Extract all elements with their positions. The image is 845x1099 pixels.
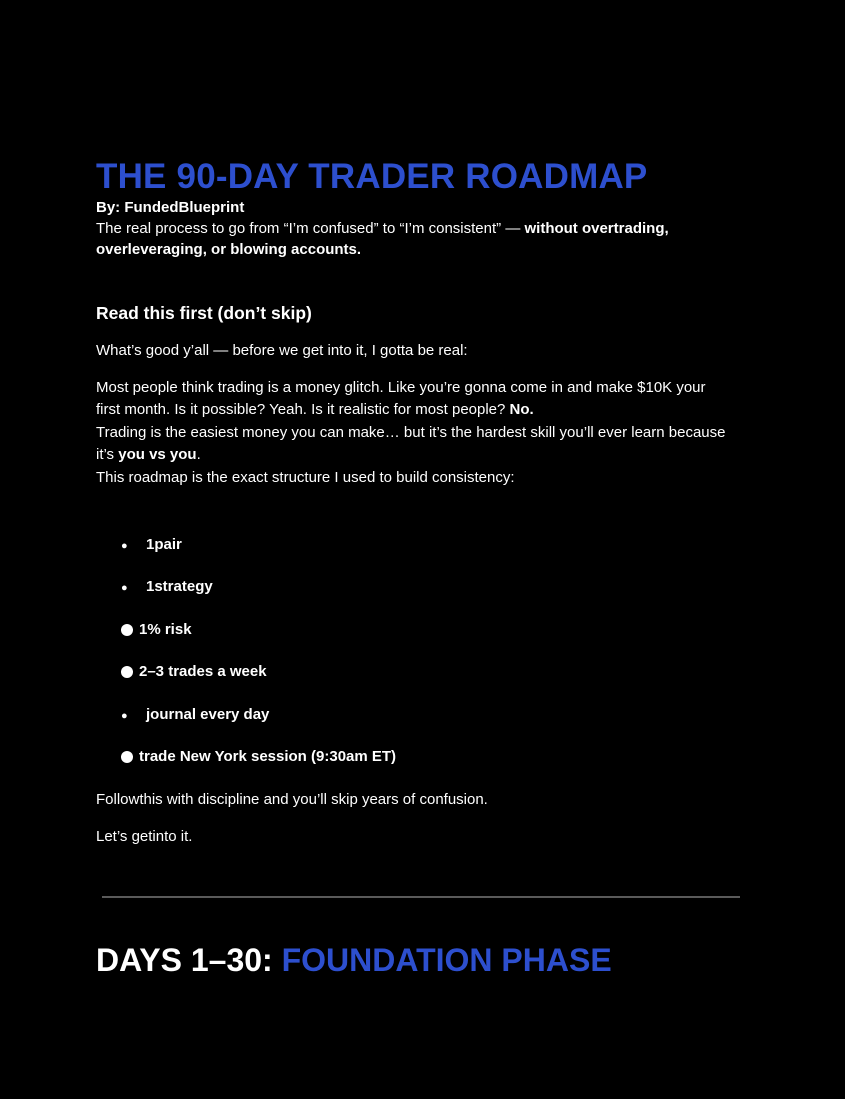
bullet-dot-icon: ●	[121, 582, 128, 595]
list-item-text: 2–3 trades a week	[139, 663, 267, 681]
closing-follow: Followthis with discipline and you’ll skip years of confusion.	[96, 791, 488, 809]
list-item	[96, 535, 726, 555]
intro-line-3: This roadmap is the exact structure I used to build consistency:	[96, 468, 515, 486]
list-item	[96, 705, 726, 725]
intro-line-2-end: .	[196, 446, 201, 463]
bullet-circle-icon	[121, 624, 133, 636]
closing-lets: Let’s getinto it.	[96, 827, 193, 845]
phase-name: FOUNDATION PHASE	[281, 942, 612, 978]
list-item	[96, 747, 726, 767]
intro-line-1-emphasis: No.	[509, 401, 534, 418]
phase-heading	[96, 940, 612, 980]
bullet-circle-icon	[121, 751, 133, 763]
list-item-text: 1strategy	[146, 578, 213, 596]
intro-greeting: What’s good y’all — before we get into it, I gotta be real:	[96, 342, 468, 359]
intro-paragraph	[96, 377, 726, 490]
subtitle-emphasis: without overtrading, overleveraging, or blowing accounts.	[96, 220, 669, 258]
bullet-dot-icon: ●	[121, 709, 128, 722]
subtitle-text: The real process to go from “I’m confused” to “I’m consistent” —	[96, 220, 525, 237]
list-item	[96, 577, 726, 597]
document-body	[96, 157, 726, 848]
bullet-circle-icon	[121, 666, 133, 678]
list-item-text: 1% risk	[139, 620, 192, 638]
list-item-text: trade New York session (9:30am ET)	[139, 747, 397, 765]
author-line: By: FundedBlueprint	[96, 199, 245, 216]
section-divider	[102, 896, 740, 898]
list-item	[96, 662, 726, 682]
document-title: THE 90-DAY TRADER ROADMAP	[96, 157, 648, 196]
intro-line-1: Most people think trading is a money glitch. Like you’re gonna come in and make $10K your first month. Is it possible? Yeah. Is it realistic for most people?	[96, 378, 706, 418]
rules-list	[96, 535, 726, 767]
list-item-text: 1pair	[146, 536, 182, 553]
bullet-dot-icon: ●	[121, 540, 128, 552]
list-item	[96, 620, 726, 640]
intro-line-2-emphasis: you vs you	[118, 446, 197, 463]
intro-line-2: Trading is the easiest money you can make… but it’s the hardest skill you’ll ever learn because it’s	[96, 423, 726, 463]
list-item-text: journal every day	[146, 705, 270, 723]
document-subtitle	[96, 218, 726, 260]
section-heading-read-first: Read this first (don’t skip)	[96, 303, 312, 323]
phase-prefix: DAYS 1–30:	[96, 942, 282, 978]
